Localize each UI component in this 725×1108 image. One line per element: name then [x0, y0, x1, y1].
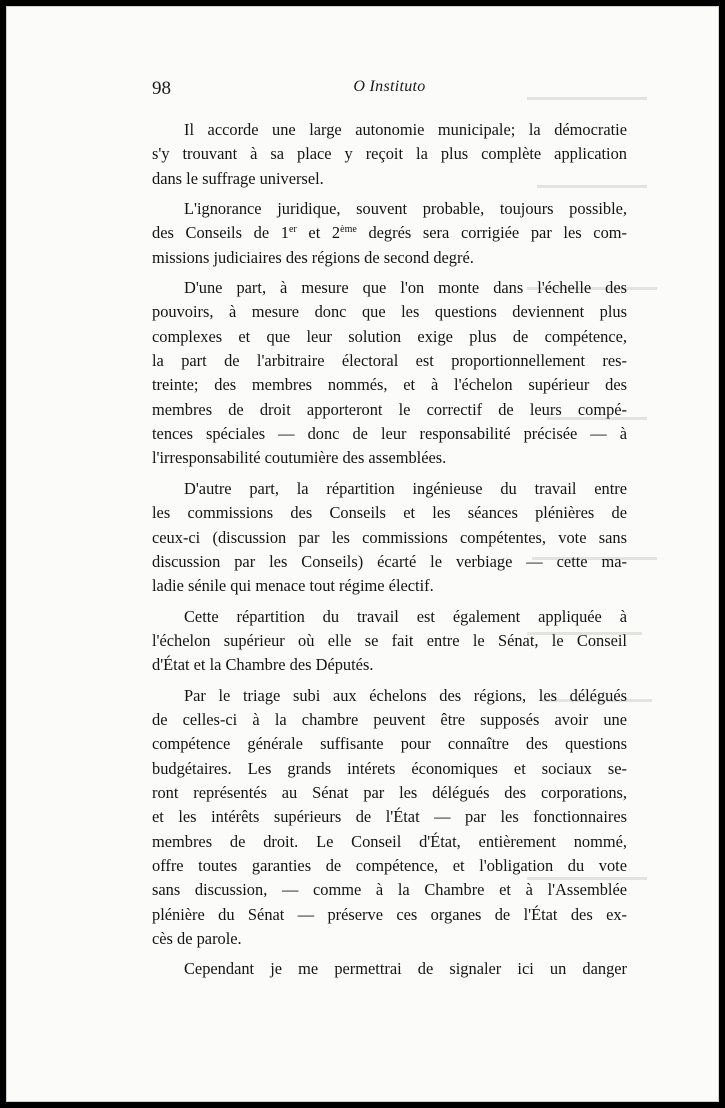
text-line: Par le triage subi aux échelons des régions, les délégués: [184, 685, 627, 705]
text-line-with-ordinals: [152, 221, 627, 245]
paragraph: [152, 477, 627, 599]
text-fragment: degrés sera corrigiée par les com-: [356, 223, 627, 243]
text-line: D'une part, à mesure que l'on monte dans l'échelle des: [184, 278, 627, 298]
text-line: d'État et la Chambre des Députés.: [152, 655, 374, 675]
text-line: ceux-ci (discussion par les commissions compétentes, vote sans: [152, 527, 627, 547]
text-line: budgétaires. Les grands intérets économiques et sociaux se-: [152, 758, 627, 778]
text-line: plénière du Sénat — préserve ces organes de l'État des ex-: [152, 904, 627, 924]
text-line: la part de l'arbitraire électoral est proportionnellement res-: [152, 351, 627, 371]
paragraph: [152, 605, 627, 678]
text-line: ront représentés au Sénat par les délégués des corporations,: [152, 782, 627, 802]
text-line: L'ignorance juridique, souvent probable, toujours possible,: [184, 199, 627, 219]
text-line: Il accorde une large autonomie municipale; la démocratie: [184, 120, 627, 139]
text-line: s'y trouvant à sa place y reçoit la plus complète application: [152, 144, 627, 164]
text-line: tences spéciales — donc de leur responsabilité précisée — à: [152, 424, 627, 444]
text-line: et les intérêts supérieurs de l'État — par les fonctionnaires: [152, 807, 627, 827]
text-line: discussion par les Conseils) écarté le verbiage — cette ma-: [152, 551, 627, 571]
text-fragment: et 2: [296, 223, 341, 243]
page-header: [152, 76, 627, 106]
paragraph: [152, 118, 627, 191]
running-title: O Instituto: [353, 78, 426, 95]
paragraph: [152, 957, 627, 981]
ordinal-suffix: ème: [340, 224, 357, 236]
text-fragment: des Conseils de 1: [152, 223, 289, 243]
text-line: sans discussion, — comme à la Chambre et à l'Assemblée: [152, 880, 627, 900]
text-line: D'autre part, la répartition ingénieuse du travail entre: [184, 478, 627, 498]
body-text: [152, 118, 627, 988]
text-line: complexes et que leur solution exige plus de compétence,: [152, 326, 627, 346]
text-line: membres de droit apporteront le correctif de leurs compé-: [152, 399, 627, 419]
text-line: ladie sénile qui menace tout régime électif.: [152, 576, 434, 596]
text-line: cès de parole.: [152, 929, 242, 948]
text-line: membres de droit. Le Conseil d'État, entièrement nommé,: [152, 831, 627, 851]
text-line: les commissions des Conseils et les séances plénières de: [152, 503, 627, 523]
page-number: 98: [152, 78, 171, 99]
text-line: compétence générale suffisante pour connaître des questions: [152, 734, 627, 754]
text-line: de celles-ci à la chambre peuvent être supposés avoir une: [152, 709, 627, 729]
paragraph: [152, 684, 627, 952]
text-line: Cependant je me permettrai de signaler ici un danger: [184, 959, 627, 979]
text-line: l'échelon supérieur où elle se fait entre le Sénat, le Conseil: [152, 630, 627, 650]
text-line: treinte; des membres nommés, et à l'échelon supérieur des: [152, 375, 627, 395]
text-line: Cette répartition du travail est également appliquée à: [184, 606, 627, 626]
ordinal-suffix: er: [288, 224, 297, 236]
paragraph: [152, 197, 627, 270]
paragraph: [152, 276, 627, 471]
text-line: pouvoirs, à mesure donc que les questions deviennent plus: [152, 302, 627, 322]
text-line: offre toutes garanties de compétence, et l'obligation du vote: [152, 855, 627, 875]
text-line: missions judiciaires des régions de second degré.: [152, 247, 474, 267]
text-line: l'irresponsabilité coutumière des assemblées.: [152, 448, 447, 468]
text-line: dans le suffrage universel.: [152, 168, 324, 188]
